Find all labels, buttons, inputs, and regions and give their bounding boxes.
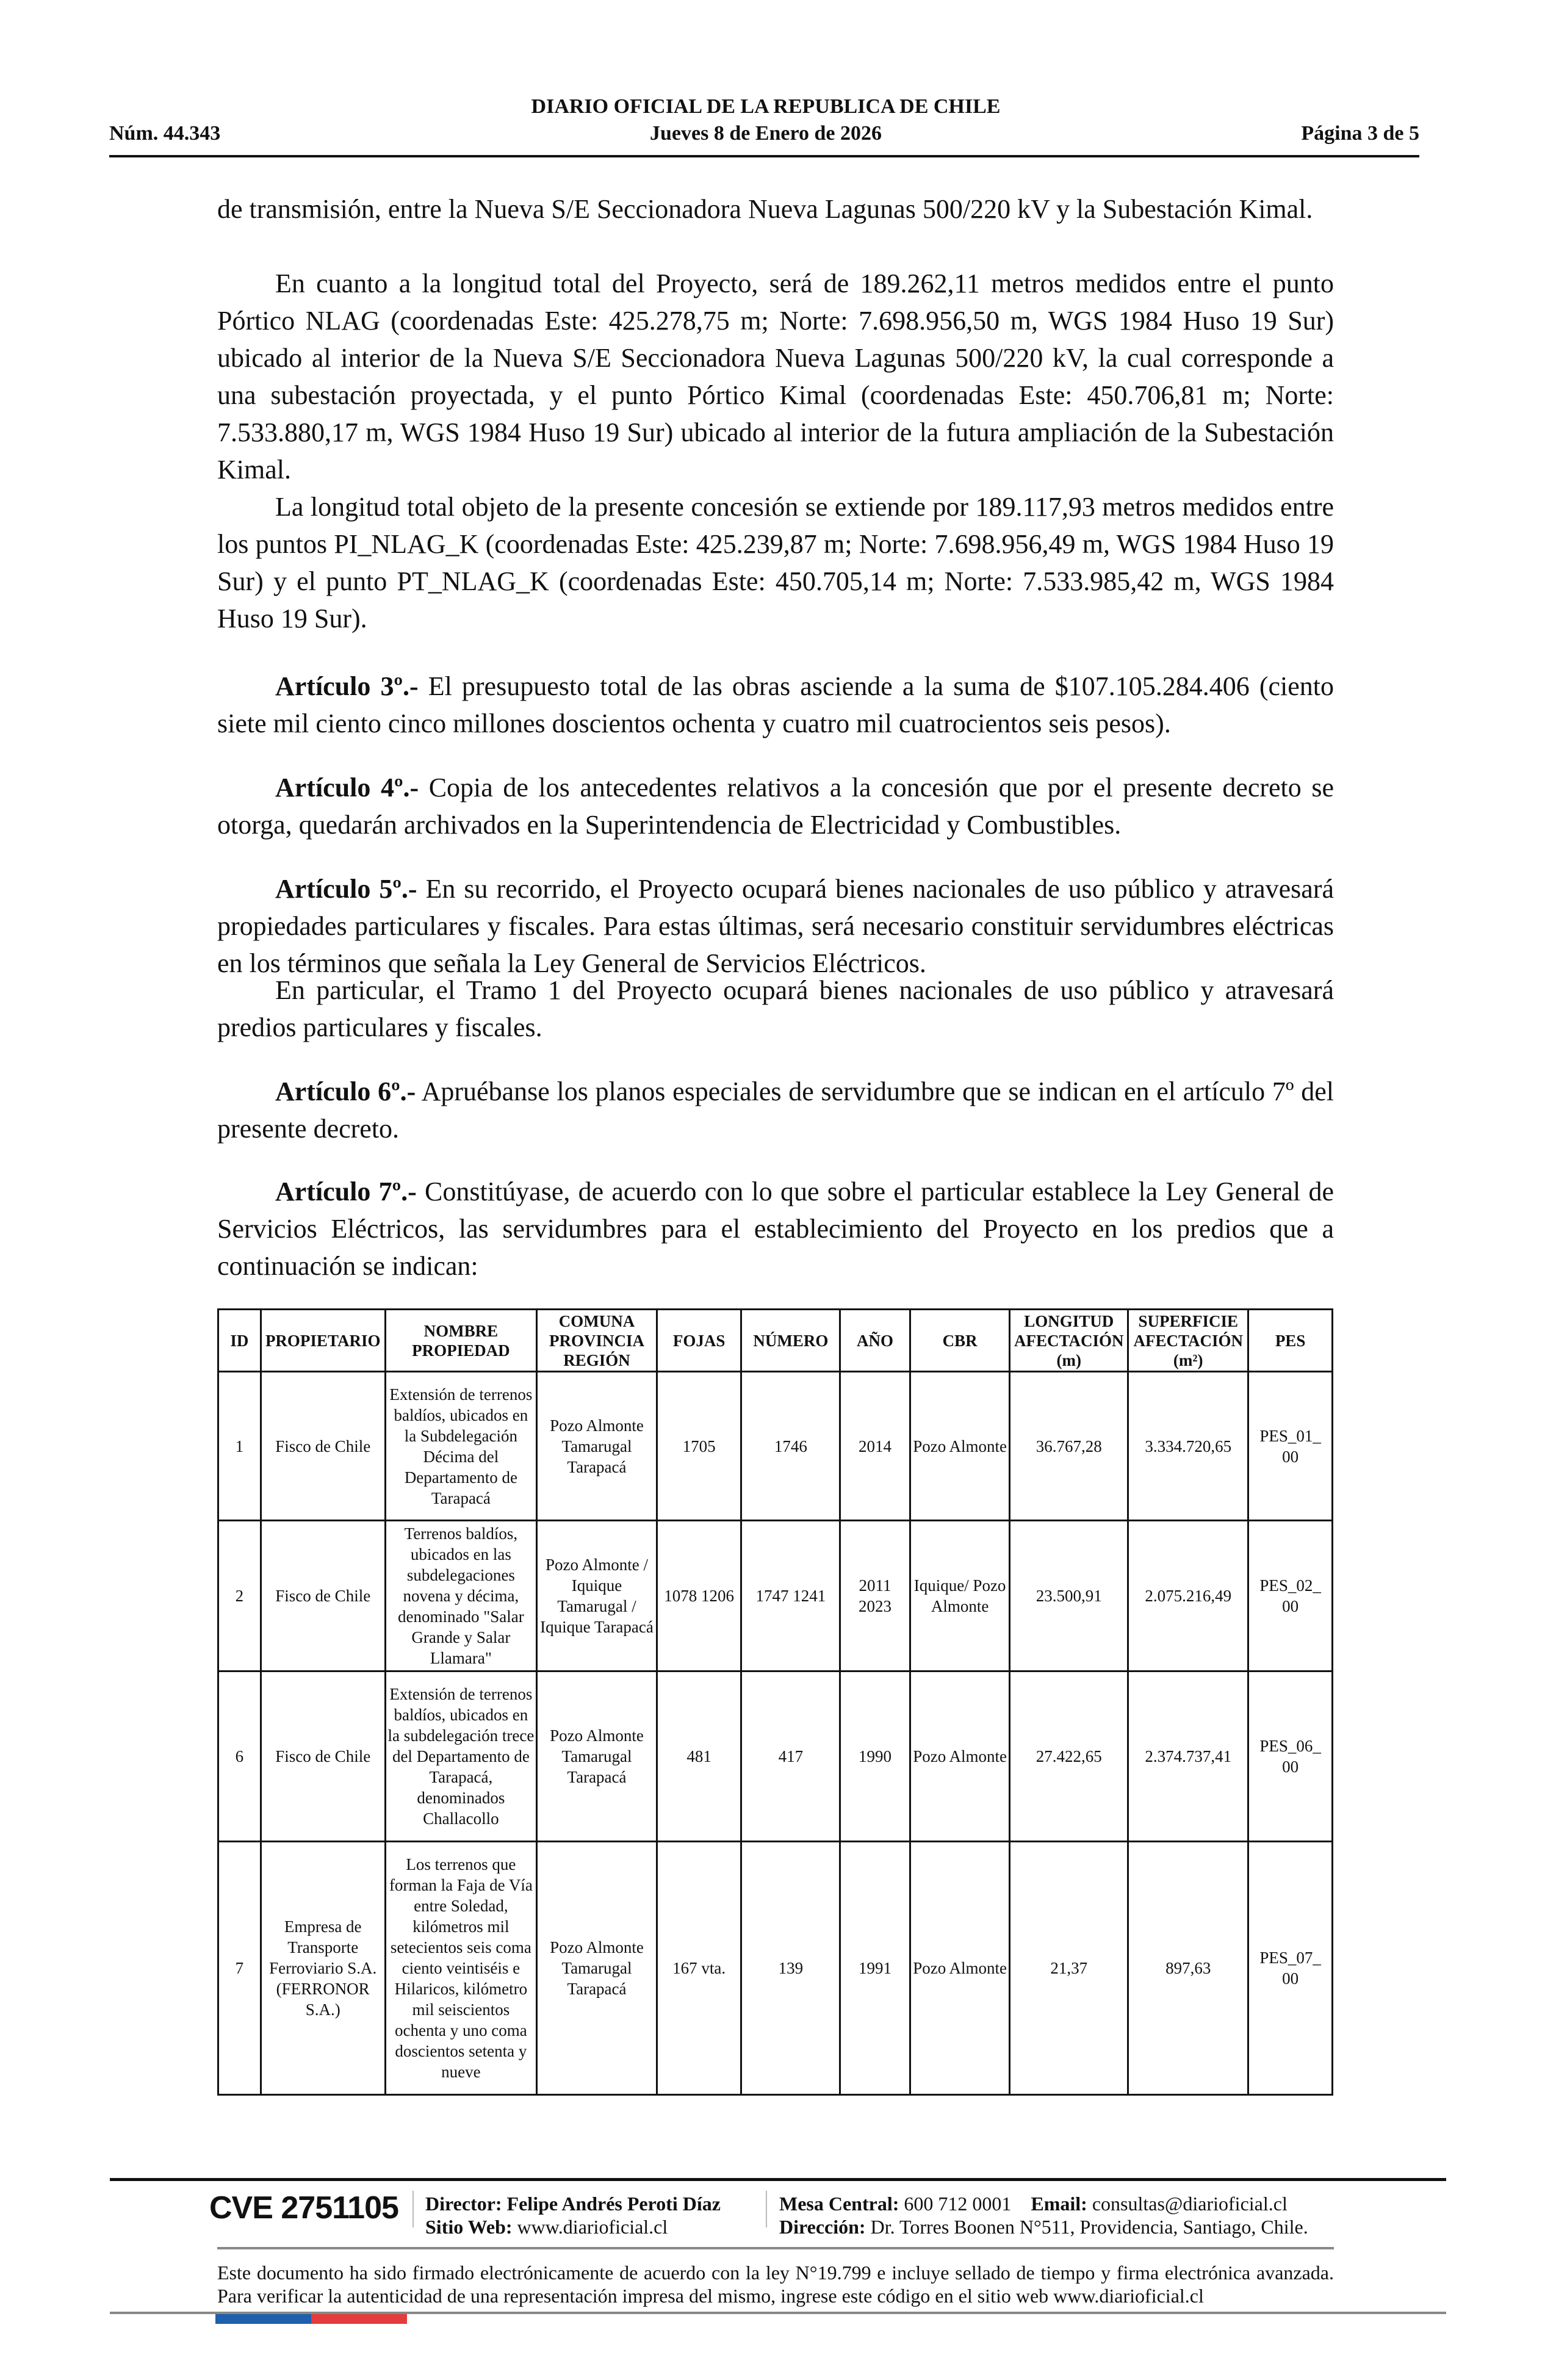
table-cell-pes: PES_01_ 00 — [1248, 1372, 1333, 1521]
email-label: Email: — [1031, 2193, 1087, 2215]
website-label: Sitio Web: — [425, 2216, 513, 2238]
column-header: FOJAS — [657, 1310, 741, 1372]
table-row — [218, 1671, 1333, 1842]
column-header: CBR — [910, 1310, 1010, 1372]
table-cell-superficie: 2.374.737,41 — [1128, 1671, 1248, 1842]
article-4-text: Copia de los antecedentes relativos a la concesión que por el presente decreto se otorga, quedarán archivados en la Superintendencia de Electricidad y Combustibles. — [217, 773, 1334, 840]
column-header: AÑO — [840, 1310, 910, 1372]
table-cell-id: 1 — [218, 1372, 261, 1521]
page-number: Página 3 de 5 — [1301, 122, 1419, 145]
column-header: ID — [218, 1310, 261, 1372]
column-header: NOMBRE PROPIEDAD — [385, 1310, 536, 1372]
table-cell-año: 2011 2023 — [840, 1521, 910, 1671]
paragraph-concession-length: La longitud total objeto de la presente concesión se extiende por 189.117,93 metros medidos entre los puntos PI_NLAG_K (coordenadas Este: 425.239,87 m; Norte: 7.698.956,49 m, WGS 1984 Huso 19 Sur) y el punto PT_NLAG_K (coordenadas Este: 450.705,14 m; Norte: 7.533.985,42 m, WGS 1984 Huso 19 Sur). — [217, 492, 1334, 633]
article-5-text: En su recorrido, el Proyecto ocupará bienes nacionales de uso público y atravesará propiedades particulares y fiscales. Para estas últimas, será necesario constituir servidumbres eléctricas en los términos que señala la Ley General de Servicios Eléctricos. — [217, 874, 1334, 978]
article-3-text: El presupuesto total de las obras asciende a la suma de $107.105.284.406 (ciento siete mil ciento cinco millones doscientos ochenta y cuatro mil cuatrocientos seis pesos). — [217, 671, 1334, 738]
table-cell-superficie: 3.334.720,65 — [1128, 1372, 1248, 1521]
article-5-label: Artículo 5º.- — [275, 874, 417, 904]
article-4 — [217, 769, 1334, 843]
article-6 — [217, 1073, 1334, 1147]
footer-rule-mid — [217, 2247, 1334, 2249]
table-cell-número: 417 — [741, 1671, 840, 1842]
column-header: PROPIETARIO — [261, 1310, 385, 1372]
table-cell-comuna: Pozo Almonte Tamarugal Tarapacá — [537, 1372, 657, 1521]
table-cell-año: 1990 — [840, 1671, 910, 1842]
footer-rule-top — [110, 2178, 1446, 2181]
footer-divider — [766, 2191, 767, 2227]
article-7 — [217, 1173, 1334, 1285]
address-label: Dirección: — [779, 2216, 866, 2238]
table-cell-nombre: Terrenos baldíos, ubicados en las subdelegaciones novena y décima, denominado "Salar Grande y Salar Llamara" — [385, 1521, 536, 1671]
table-cell-comuna: Pozo Almonte Tamarugal Tarapacá — [537, 1842, 657, 2095]
table-cell-nombre: Los terrenos que forman la Faja de Vía entre Soledad, kilómetros mil setecientos seis coma ciento veintiséis e Hilaricos, kilómetro mil seiscientos ochenta y uno coma doscientos setenta y nueve — [385, 1842, 536, 2095]
table-row — [218, 1521, 1333, 1671]
article-7-label: Artículo 7º.- — [275, 1177, 417, 1206]
column-header: COMUNA PROVINCIA REGIÓN — [537, 1310, 657, 1372]
table-cell-pes: PES_06_ 00 — [1248, 1671, 1333, 1842]
director-name: Felipe Andrés Peroti Díaz — [502, 2193, 721, 2215]
mesa-label: Mesa Central: — [779, 2193, 899, 2215]
table-cell-longitud: 27.422,65 — [1010, 1671, 1128, 1842]
column-header: NÚMERO — [741, 1310, 840, 1372]
easements-table — [217, 1308, 1333, 2096]
cve-code: CVE 2751105 — [209, 2190, 398, 2226]
table-cell-año: 2014 — [840, 1372, 910, 1521]
article-6-label: Artículo 6º.- — [275, 1076, 416, 1106]
table-cell-fojas: 167 vta. — [657, 1842, 741, 2095]
website-link[interactable]: www.diarioficial.cl — [512, 2216, 668, 2238]
article-4-label: Artículo 4º.- — [275, 773, 419, 802]
table-cell-propietario: Fisco de Chile — [261, 1372, 385, 1521]
table-cell-propietario: Fisco de Chile — [261, 1671, 385, 1842]
table-cell-superficie: 2.075.216,49 — [1128, 1521, 1248, 1671]
table-cell-fojas: 481 — [657, 1671, 741, 1842]
issue-date: Jueves 8 de Enero de 2026 — [650, 122, 882, 145]
table-cell-comuna: Pozo Almonte Tamarugal Tarapacá — [537, 1671, 657, 1842]
mesa-phone: 600 712 0001 — [899, 2193, 1012, 2215]
email-link[interactable]: consultas@diarioficial.cl — [1087, 2193, 1288, 2215]
column-header: SUPERFICIE AFECTACIÓN (m²) — [1128, 1310, 1248, 1372]
column-header: PES — [1248, 1310, 1333, 1372]
table-cell-propietario: Empresa de Transporte Ferroviario S.A. (FERRONOR S.A.) — [261, 1842, 385, 2095]
table-cell-número: 1746 — [741, 1372, 840, 1521]
table-cell-pes: PES_02_ 00 — [1248, 1521, 1333, 1671]
article-3-label: Artículo 3º.- — [275, 671, 419, 701]
table-cell-id: 7 — [218, 1842, 261, 2095]
article-5 — [217, 870, 1334, 982]
footer-contact-block — [779, 2192, 1308, 2238]
table-cell-propietario: Fisco de Chile — [261, 1521, 385, 1671]
footer-director-block — [425, 2192, 721, 2238]
table-cell-longitud: 23.500,91 — [1010, 1521, 1128, 1671]
article-6-text: Apruébanse los planos especiales de servidumbre que se indican en el artículo 7º del presente decreto. — [217, 1076, 1334, 1144]
paragraph-project-length: En cuanto a la longitud total del Proyecto, será de 189.262,11 metros medidos entre el punto Pórtico NLAG (coordenadas Este: 425.278,75 m; Norte: 7.698.956,50 m, WGS 1984 Huso 19 Sur) ubicado al interior de la Nueva S/E Seccionadora Nueva Lagunas 500/220 kV, la cual corresponde a una subestación proyectada, y el punto Pórtico Kimal (coordenadas Este: 450.706,81 m; Norte: 7.533.880,17 m, WGS 1984 Huso 19 Sur) ubicado al interior de la futura ampliación de la Subestación Kimal. — [217, 269, 1334, 485]
footer-divider — [412, 2191, 414, 2227]
table-cell-longitud: 21,37 — [1010, 1842, 1128, 2095]
article-5-continuation: En particular, el Tramo 1 del Proyecto ocupará bienes nacionales de uso público y atravesará predios particulares y fiscales. — [217, 975, 1334, 1042]
flag-stripe-blue — [215, 2314, 311, 2324]
table-cell-id: 6 — [218, 1671, 261, 1842]
flag-stripe-red — [311, 2314, 407, 2324]
table-cell-número: 139 — [741, 1842, 840, 2095]
table-cell-pes: PES_07_ 00 — [1248, 1842, 1333, 2095]
column-header: LONGITUD AFECTACIÓN (m) — [1010, 1310, 1128, 1372]
issue-number: Núm. 44.343 — [109, 122, 221, 145]
article-3 — [217, 668, 1334, 742]
table-row — [218, 1372, 1333, 1521]
article-7-text: Constitúyase, de acuerdo con lo que sobre el particular establece la Ley General de Servicios Eléctricos, las servidumbres para el establecimiento del Proyecto en los predios que a continuación se indican: — [217, 1177, 1334, 1281]
table-row — [218, 1842, 1333, 2095]
address: Dr. Torres Boonen N°511, Providencia, Santiago, Chile. — [865, 2216, 1308, 2238]
paragraph-continuation: de transmisión, entre la Nueva S/E Seccionadora Nueva Lagunas 500/220 kV y la Subestación Kimal. — [217, 194, 1313, 224]
newspaper-title: DIARIO OFICIAL DE LA REPUBLICA DE CHILE — [531, 95, 1001, 118]
table-cell-nombre: Extensión de terrenos baldíos, ubicados en la subdelegación trece del Departamento de Tarapacá, denominados Challacollo — [385, 1671, 536, 1842]
table-cell-longitud: 36.767,28 — [1010, 1372, 1128, 1521]
header-rule — [109, 155, 1419, 157]
table-cell-id: 2 — [218, 1521, 261, 1671]
table-cell-nombre: Extensión de terrenos baldíos, ubicados en la Subdelegación Décima del Departamento de Tarapacá — [385, 1372, 536, 1521]
table-cell-comuna: Pozo Almonte / Iquique Tamarugal / Iquique Tarapacá — [537, 1521, 657, 1671]
table-cell-año: 1991 — [840, 1842, 910, 2095]
table-cell-cbr: Pozo Almonte — [910, 1372, 1010, 1521]
table-header-row — [218, 1310, 1333, 1372]
table-cell-fojas: 1078 1206 — [657, 1521, 741, 1671]
table-cell-superficie: 897,63 — [1128, 1842, 1248, 2095]
legal-notice: Este documento ha sido firmado electrónicamente de acuerdo con la ley N°19.799 e incluye sellado de tiempo y firma electrónica avanzada. Para verificar la autenticidad de una representación impresa del mismo, ingrese este código en el sitio web www.diarioficial.cl — [217, 2262, 1334, 2307]
table-cell-número: 1747 1241 — [741, 1521, 840, 1671]
table-cell-cbr: Pozo Almonte — [910, 1842, 1010, 2095]
table-cell-cbr: Pozo Almonte — [910, 1671, 1010, 1842]
table-cell-cbr: Iquique/ Pozo Almonte — [910, 1521, 1010, 1671]
director-label: Director: — [425, 2193, 502, 2215]
table-cell-fojas: 1705 — [657, 1372, 741, 1521]
